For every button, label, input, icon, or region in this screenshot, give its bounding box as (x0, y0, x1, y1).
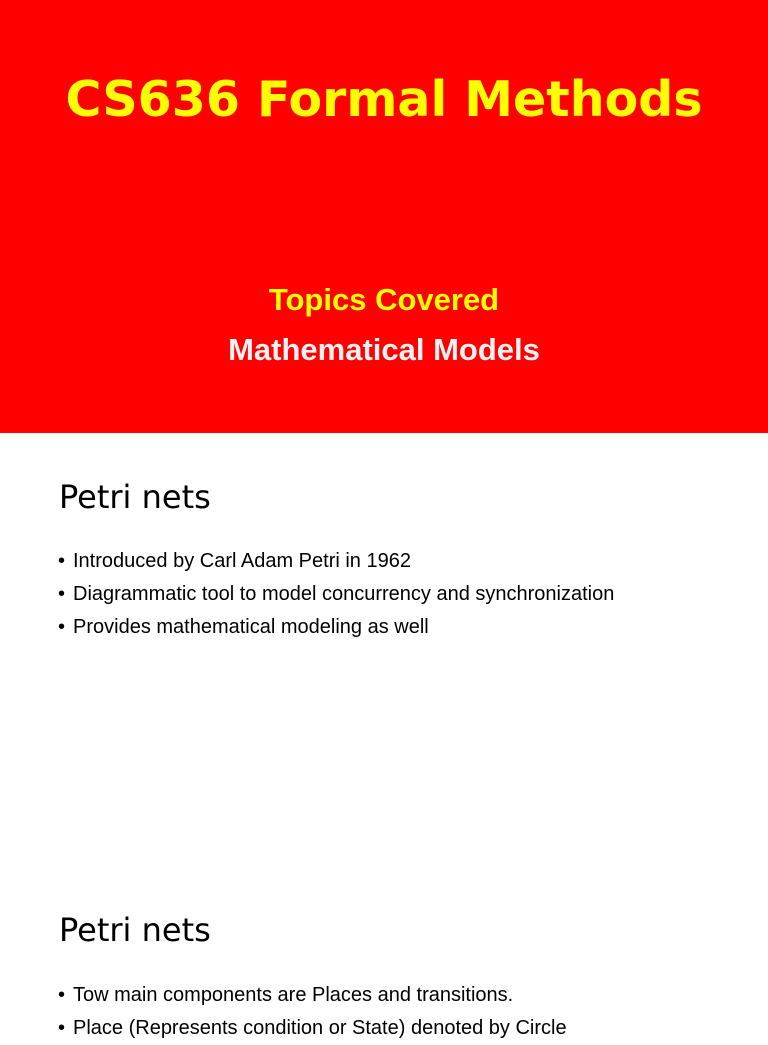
bullet-list (58, 979, 567, 1045)
bullet-item: • Tow main components are Places and transitions. (58, 979, 567, 1012)
bullet-item: • Diagrammatic tool to model concurrency and synchronization (58, 578, 614, 611)
bullet-list (58, 545, 614, 644)
topics-covered-label: Topics Covered (268, 282, 500, 317)
bullet-item: • Introduced by Carl Adam Petri in 1962 (58, 545, 614, 578)
bullet-item: • Provides mathematical modeling as well (58, 611, 614, 644)
slide-heading: Petri nets (59, 478, 211, 516)
petri-nets-intro-slide (0, 433, 768, 865)
petri-nets-components-slide (0, 865, 768, 1039)
slide-heading: Petri nets (59, 911, 211, 949)
title-slide (0, 0, 768, 433)
bullet-item: • Place (Represents condition or State) denoted by Circle (58, 1012, 567, 1045)
topic-name: Mathematical Models (228, 332, 540, 367)
course-title: CS636 Formal Methods (65, 71, 703, 128)
